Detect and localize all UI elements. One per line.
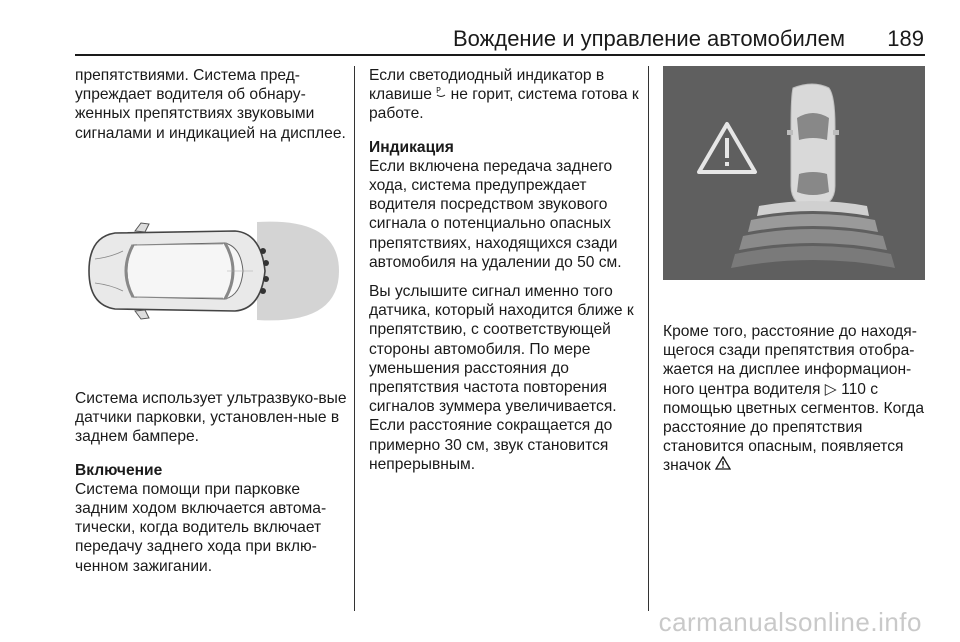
column-1-lower — [75, 389, 347, 586]
col2-paragraph-1-b: не горит, система готова к работе. — [369, 86, 639, 123]
svg-text:P: P — [436, 86, 442, 96]
page-header — [0, 0, 960, 54]
col2-paragraph-2: Если включена передача заднего хода, система предупреждает водителя посредством звукового сигнала о потенциально опасных препятствиях, находящихся сзади автомобиля на удалении до 50 см. — [369, 157, 622, 271]
header-rule — [75, 54, 925, 56]
heading-activation: Включение — [75, 461, 163, 479]
page-number: 189 — [887, 26, 924, 51]
column-2 — [369, 66, 644, 484]
col2-paragraph-3: Вы услышите сигнал именно того датчика, который находится ближе к препятствию, с соответствующей стороны автомобиля. По мере уменьшения расстояния до препятствия частота повторения сигналов зуммера увеличивается. Если расстояние сокращается до примерно 30 см, звук становится непрерывным. — [369, 283, 634, 473]
car-top-view-figure — [75, 167, 339, 375]
col2-paragraph-1-a: Если светодиодный индикатор в клавише — [369, 67, 605, 104]
col1-paragraph-1: препятствиями. Система пред-упреждает водителя об обнару-женных препятствиях звуковыми сигналами и индикацией на дисплее. — [75, 67, 346, 142]
col3-paragraph-1-a: Кроме того, расстояние до находя-щегося сзади препятствия отобра-жается на дисплее информацион-ного центра водителя — [663, 323, 917, 398]
column-divider-2 — [648, 66, 649, 611]
parking-key-icon — [436, 85, 446, 99]
warning-icon — [715, 456, 731, 470]
column-1 — [75, 66, 347, 153]
column-divider-1 — [354, 66, 355, 611]
display-warning-figure — [663, 66, 925, 280]
col1-paragraph-2: Система использует ультразвуко-вые датчики парковки, установлен-ные в заднем бампере. — [75, 390, 347, 446]
header-title: Вождение и управление автомобилем — [452, 26, 845, 51]
column-3 — [663, 322, 935, 486]
col3-paragraph-1-ref: 110 с помощью цветных сегментов. — [663, 380, 880, 417]
heading-indication: Индикация — [369, 138, 454, 156]
col3-paragraph-1-b: Когда расстояние до препятствия становится опасным, появляется значок — [663, 399, 925, 475]
watermark: carmanualsonline.info — [658, 607, 922, 637]
page-ref-icon: ▷ — [824, 380, 837, 398]
col1-paragraph-3: Система помощи при парковке задним ходом включается автома-тически, когда водитель включает передачу заднего хода при вклю-ченном зажигании. — [75, 480, 327, 575]
